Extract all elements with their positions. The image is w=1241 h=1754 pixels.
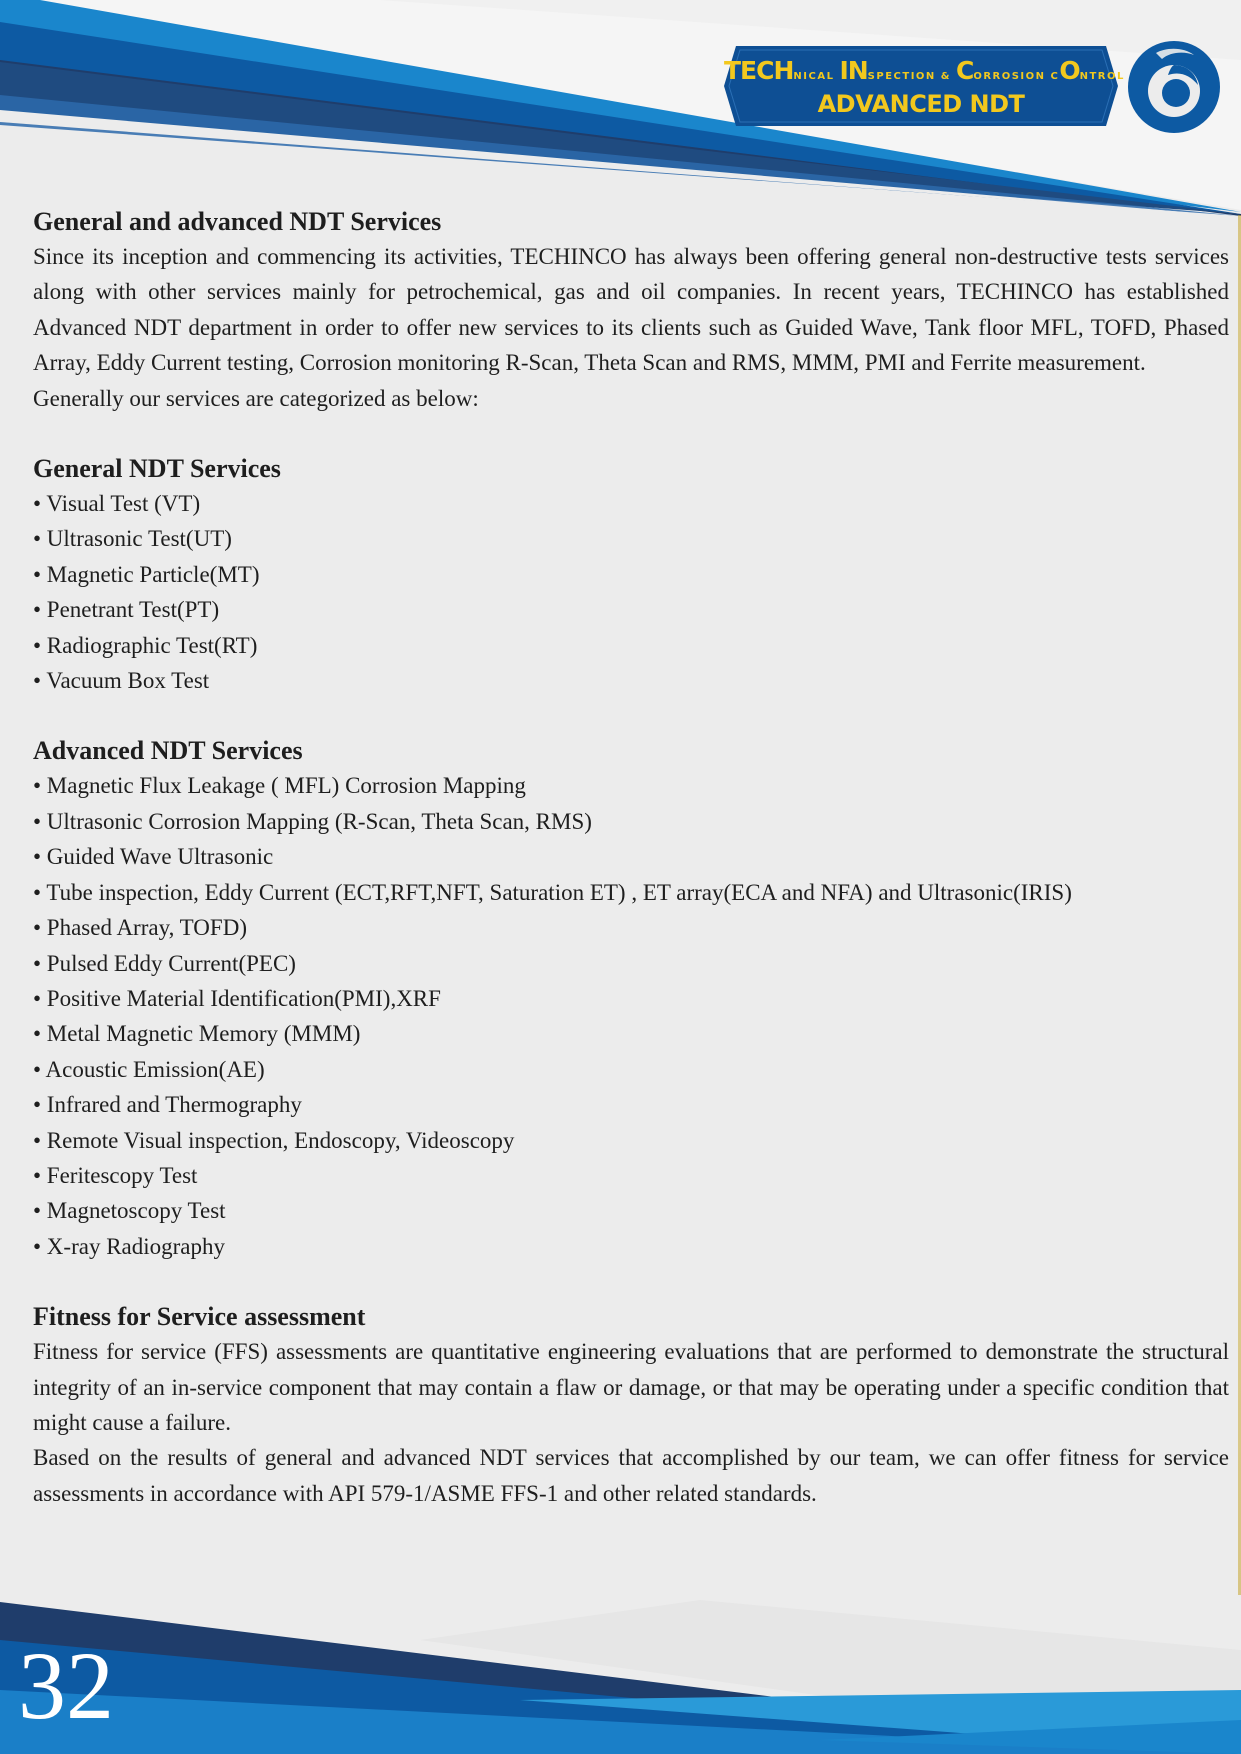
heading-general-advanced: General and advanced NDT Services bbox=[33, 207, 442, 236]
list-item: • Visual Test (VT) bbox=[33, 491, 201, 517]
list-item: • Magnetic Particle(MT) bbox=[33, 561, 260, 587]
list-item: • Infrared and Thermography bbox=[33, 1092, 302, 1118]
list-item: • Penetrant Test(PT) bbox=[33, 597, 220, 623]
list-item: • Positive Material Identification(PMI),XRF bbox=[33, 985, 441, 1011]
logo-company-name bbox=[724, 56, 1125, 85]
list-item: • Magnetoscopy Test bbox=[33, 1198, 226, 1224]
list-item: • Acoustic Emission(AE) bbox=[33, 1056, 265, 1082]
logo-name-part: IN bbox=[839, 56, 868, 85]
logo-name-part: TECH bbox=[724, 56, 794, 85]
page-content bbox=[33, 204, 1229, 1511]
paragraph-ffs-definition: Fitness for service (FFS) assessments are quantitative engineering evaluations that are performed to demonstrate the structural integrity of an in-service component that may contain a flaw or damage, or that may be operating under a specific condition that might cause a failure. bbox=[33, 1339, 1229, 1435]
company-emblem-icon bbox=[1126, 39, 1222, 135]
list-item: • Pulsed Eddy Current(PEC) bbox=[33, 950, 296, 976]
paragraph-categories-intro: Generally our services are categorized as below: bbox=[33, 385, 479, 411]
list-item: • Ultrasonic Corrosion Mapping (R-Scan, Theta Scan, RMS) bbox=[33, 808, 592, 834]
list-item: • Tube inspection, Eddy Current (ECT,RFT,NFT, Saturation ET) , ET array(ECA and NFA) and Ultrasonic(IRIS) bbox=[33, 879, 1072, 905]
list-item: • Magnetic Flux Leakage ( MFL) Corrosion Mapping bbox=[33, 773, 526, 799]
logo-name-part: NTROL bbox=[1079, 71, 1125, 82]
advanced-ndt-list bbox=[33, 768, 1229, 1264]
logo-name-part: O bbox=[1059, 56, 1080, 85]
list-item: • Radiographic Test(RT) bbox=[33, 632, 258, 658]
logo-name-part: NICAL bbox=[793, 71, 840, 82]
list-item: • Metal Magnetic Memory (MMM) bbox=[33, 1021, 361, 1047]
list-item: • Vacuum Box Test bbox=[33, 668, 210, 694]
general-ndt-list bbox=[33, 486, 1229, 698]
logo-tagline: ADVANCED NDT bbox=[817, 90, 1025, 118]
logo-name-part: SPECTION & bbox=[867, 71, 956, 82]
heading-general-ndt: General NDT Services bbox=[33, 454, 281, 484]
list-item: • Remote Visual inspection, Endoscopy, Videoscopy bbox=[33, 1127, 515, 1153]
page-number: 32 bbox=[18, 1632, 114, 1739]
list-item: • Feritescopy Test bbox=[33, 1162, 198, 1188]
heading-ffs: Fitness for Service assessment bbox=[33, 1302, 366, 1332]
logo-name-part: C bbox=[955, 56, 974, 85]
company-logo-banner bbox=[724, 46, 1125, 126]
list-item: • X-ray Radiography bbox=[33, 1233, 225, 1259]
logo-name-part: ORROSION C bbox=[973, 71, 1060, 82]
heading-advanced-ndt: Advanced NDT Services bbox=[33, 736, 303, 766]
paragraph-intro: Since its inception and commencing its activities, TECHINCO has always been offering general non-destructive tests services along with other services mainly for petrochemical, gas and oil companies. In recent years, TECHINCO has established Advanced NDT department in order to offer new services to its clients such as Guided Wave, Tank floor MFL, TOFD, Phased Array, Eddy Current testing, Corrosion monitoring R-Scan, Theta Scan and RMS, MMM, PMI and Ferrite measurement. bbox=[33, 244, 1229, 376]
list-item: • Ultrasonic Test(UT) bbox=[33, 526, 232, 552]
list-item: • Phased Array, TOFD) bbox=[33, 915, 247, 941]
list-item: • Guided Wave Ultrasonic bbox=[33, 844, 274, 870]
paragraph-ffs-offer: Based on the results of general and advanced NDT services that accomplished by our team, we can offer fitness for service assessments in accordance with API 579-1/ASME FFS-1 and other related standards. bbox=[33, 1445, 1229, 1506]
